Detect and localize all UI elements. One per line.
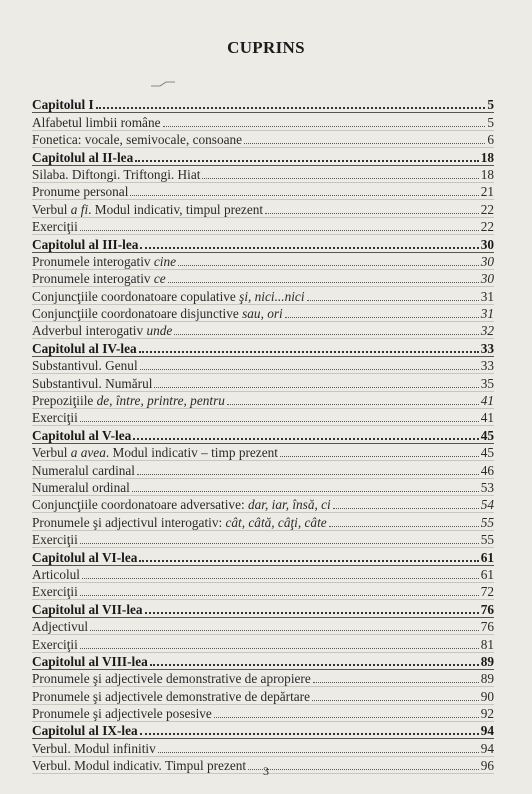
dot-leader	[80, 542, 479, 544]
dot-leader	[280, 455, 479, 457]
toc-entry-text: Pronume personal	[32, 184, 129, 200]
toc-entry-label	[32, 97, 94, 112]
toc-entry-text: Adjectivul	[32, 619, 89, 635]
toc-page-number: 32	[480, 323, 494, 339]
dot-leader	[163, 125, 486, 127]
toc-entry-label	[32, 602, 143, 617]
toc-entry-text: Articolul	[32, 566, 81, 582]
dot-leader	[140, 732, 479, 735]
toc-entry-text: Substantivul. Numărul	[32, 375, 153, 391]
toc-page-number: 76	[480, 601, 494, 617]
toc-entry-text: Pronumele şi adjectivele demonstrative de apropiere	[32, 671, 311, 687]
toc-entry-text: Exerciţii	[32, 584, 78, 600]
toc-page-number: 90	[480, 688, 494, 704]
toc-entry-text: Capitolul I	[32, 97, 94, 113]
toc-page-number: 21	[480, 184, 494, 200]
toc-entry-row	[32, 392, 494, 409]
toc-entry-text: a fi	[70, 201, 89, 217]
toc-entry-label	[32, 376, 152, 391]
toc-entry-label	[32, 184, 128, 199]
toc-entry-row	[32, 618, 494, 635]
toc-entry-text: Pronumele interogativ	[32, 253, 154, 269]
toc-page-number: 45	[480, 445, 494, 461]
toc-entry-text: Fonetica: vocale, semivocale, consoane	[32, 132, 243, 148]
toc-page-number: 31	[480, 306, 494, 322]
toc-entry-text: Numeralul cardinal	[32, 462, 136, 478]
toc-entry-label	[32, 358, 138, 373]
dot-leader	[133, 437, 478, 440]
dot-leader	[139, 350, 479, 353]
toc-chapter-row	[32, 235, 494, 252]
toc-entry-row	[32, 513, 494, 530]
toc-page-number: 35	[480, 375, 494, 391]
toc-chapter-row	[32, 426, 494, 443]
toc-entry-text: Capitolul al VI-lea	[32, 549, 138, 565]
dot-leader	[150, 663, 479, 666]
toc-entry-text: Substantivul. Genul	[32, 358, 138, 374]
dot-leader	[158, 751, 479, 753]
toc-entry-row	[32, 166, 494, 183]
toc-entry-label	[32, 584, 78, 599]
toc-entry-text: ce	[153, 271, 166, 287]
toc-entry-row	[32, 322, 494, 339]
toc-page-number: 46	[480, 462, 494, 478]
toc-entry-row	[32, 531, 494, 548]
toc-entry-label	[32, 637, 78, 652]
dot-leader	[80, 647, 479, 649]
toc-page-number: 45	[480, 427, 494, 443]
toc-page-number: 92	[480, 706, 494, 722]
page-title: CUPRINS	[227, 38, 305, 57]
table-of-contents	[32, 96, 494, 774]
toc-entry-text: Pronumele şi adjectivul interogativ:	[32, 514, 226, 530]
toc-entry-row	[32, 374, 494, 391]
toc-page-number: 81	[480, 636, 494, 652]
dot-leader	[96, 106, 486, 109]
toc-entry-text: Pronumele şi adjectivele demonstrative de depărtare	[32, 688, 311, 704]
toc-chapter-row	[32, 600, 494, 617]
toc-entry-text: Exerciţii	[32, 410, 78, 426]
toc-entry-row	[32, 739, 494, 756]
toc-entry-row	[32, 705, 494, 722]
toc-entry-text: Verbul. Modul indicativ. Timpul prezent	[32, 758, 247, 774]
dot-leader	[135, 159, 478, 162]
toc-entry-label	[32, 463, 135, 478]
toc-entry-label	[32, 532, 78, 547]
toc-page-number: 30	[480, 271, 494, 287]
dot-leader	[307, 299, 479, 301]
toc-entry-label	[32, 271, 166, 286]
toc-entry-row	[32, 583, 494, 600]
toc-entry-text: Prepoziţiile	[32, 393, 97, 409]
toc-entry-text: Capitolul al II-lea	[32, 149, 134, 165]
toc-entry-text: cine	[153, 253, 177, 269]
toc-entry-text: dar, iar, însă, ci	[248, 497, 331, 513]
dot-leader	[80, 594, 479, 596]
toc-page-number: 6	[487, 132, 494, 148]
toc-entry-label	[32, 237, 138, 252]
toc-entry-text: Capitolul al VII-lea	[32, 601, 143, 617]
toc-entry-text: Alfabetul limbii române	[32, 114, 161, 130]
toc-entry-text: şi, nici...nici	[239, 288, 305, 304]
toc-entry-text: Conjuncţiile coordonatoare adversative:	[32, 497, 248, 513]
dot-leader	[140, 246, 478, 249]
toc-page-number: 18	[480, 166, 494, 182]
toc-page-number: 30	[480, 236, 494, 252]
toc-page-number: 53	[480, 479, 494, 495]
toc-entry-row	[32, 270, 494, 287]
toc-entry-text: Pronumele interogativ	[32, 271, 154, 287]
toc-entry-row	[32, 218, 494, 235]
toc-entry-text: Capitolul al VIII-lea	[32, 653, 148, 669]
toc-entry-row	[32, 183, 494, 200]
toc-entry-label	[32, 671, 311, 686]
toc-chapter-row	[32, 653, 494, 670]
dot-leader	[132, 490, 479, 492]
toc-entry-row	[32, 305, 494, 322]
toc-entry-label	[32, 723, 138, 738]
toc-entry-text: Capitolul al IX-lea	[32, 723, 138, 739]
toc-entry-text: Verbul	[32, 201, 71, 217]
toc-entry-label	[32, 428, 131, 443]
toc-entry-label	[32, 341, 137, 356]
toc-page-number: 30	[480, 253, 494, 269]
toc-entry-row	[32, 200, 494, 217]
toc-entry-text: Adverbul interogativ	[32, 323, 147, 339]
toc-page-number: 31	[480, 288, 494, 304]
toc-entry-label	[32, 515, 327, 530]
dot-leader	[312, 699, 479, 701]
toc-page-number: 61	[480, 549, 494, 565]
toc-entry-label	[32, 202, 263, 217]
toc-entry-label	[32, 306, 283, 321]
dot-leader	[130, 194, 478, 196]
toc-entry-row	[32, 461, 494, 478]
toc-page-number: 41	[480, 393, 494, 409]
dot-leader	[139, 559, 478, 562]
dot-leader	[227, 403, 479, 405]
toc-page-number: 5	[487, 114, 494, 130]
toc-page-number: 55	[480, 514, 494, 530]
toc-page-number: 94	[480, 740, 494, 756]
dot-leader	[214, 716, 479, 718]
toc-chapter-row	[32, 148, 494, 165]
dot-leader	[313, 681, 479, 683]
toc-entry-label	[32, 323, 172, 338]
toc-entry-text: Exerciţii	[32, 219, 78, 235]
toc-page-number: 41	[480, 410, 494, 426]
toc-page-number: 89	[480, 671, 494, 687]
toc-entry-row	[32, 479, 494, 496]
toc-entry-label	[32, 619, 88, 634]
page-number: 3	[263, 764, 269, 778]
toc-entry-label	[32, 480, 130, 495]
toc-entry-text: . Modul indicativ – timp prezent	[105, 445, 278, 461]
dot-leader	[137, 473, 479, 475]
toc-entry-text: sau, ori	[242, 306, 283, 322]
dot-leader	[80, 420, 479, 422]
toc-page-number: 54	[480, 497, 494, 513]
toc-entry-text: Capitolul al III-lea	[32, 236, 139, 252]
toc-entry-label	[32, 741, 156, 756]
dot-leader	[202, 177, 478, 179]
toc-page-number: 61	[480, 566, 494, 582]
toc-page-number: 76	[480, 619, 494, 635]
toc-entry-text: Numeralul ordinal	[32, 479, 130, 495]
toc-page-number: 94	[480, 723, 494, 739]
toc-entry-label	[32, 689, 310, 704]
toc-entry-row	[32, 444, 494, 461]
dot-leader	[140, 368, 479, 370]
dot-leader	[145, 611, 479, 614]
dot-leader	[90, 629, 479, 631]
toc-entry-label	[32, 150, 133, 165]
toc-entry-label	[32, 254, 176, 269]
toc-entry-text: Capitolul al V-lea	[32, 427, 132, 443]
toc-entry-label	[32, 289, 305, 304]
toc-entry-label	[32, 115, 161, 130]
toc-entry-row	[32, 687, 494, 704]
toc-entry-row	[32, 496, 494, 513]
toc-entry-text: Verbul. Modul infinitiv	[32, 740, 156, 756]
dot-leader	[80, 229, 479, 231]
toc-entry-row	[32, 113, 494, 130]
toc-entry-text: Verbul	[32, 445, 71, 461]
toc-entry-row	[32, 635, 494, 652]
toc-entry-label	[32, 167, 200, 182]
toc-chapter-row	[32, 96, 494, 113]
toc-page-number: 55	[480, 532, 494, 548]
toc-entry-label	[32, 219, 78, 234]
toc-page-number: 89	[480, 653, 494, 669]
dot-leader	[168, 281, 479, 283]
toc-page-number: 33	[480, 340, 494, 356]
dot-leader	[154, 386, 478, 388]
dot-leader	[265, 212, 479, 214]
toc-entry-row	[32, 409, 494, 426]
toc-entry-text: Exerciţii	[32, 636, 78, 652]
toc-chapter-row	[32, 548, 494, 565]
toc-page-number: 18	[480, 149, 494, 165]
toc-page-number: 96	[480, 758, 494, 774]
toc-entry-row	[32, 287, 494, 304]
toc-entry-label	[32, 393, 225, 408]
toc-entry-text: unde	[146, 323, 173, 339]
dot-leader	[174, 333, 478, 335]
toc-page-number: 22	[480, 201, 494, 217]
toc-page-number: 22	[480, 219, 494, 235]
dot-leader	[285, 316, 479, 318]
toc-entry-text: Capitolul al IV-lea	[32, 340, 137, 356]
toc-entry-label	[32, 445, 278, 460]
dot-leader	[178, 264, 479, 266]
toc-page-number: 5	[487, 97, 494, 113]
toc-entry-label	[32, 550, 137, 565]
dot-leader	[329, 525, 479, 527]
toc-entry-text: . Modul indicativ, timpul prezent	[88, 201, 264, 217]
toc-entry-row	[32, 670, 494, 687]
toc-chapter-row	[32, 722, 494, 739]
toc-page-number: 72	[480, 584, 494, 600]
toc-entry-text: a avea	[70, 445, 106, 461]
toc-entry-row	[32, 131, 494, 148]
toc-entry-label	[32, 706, 212, 721]
dot-leader	[244, 142, 485, 144]
toc-page-number: 33	[480, 358, 494, 374]
toc-entry-text: Silaba. Diftongi. Triftongi. Hiat	[32, 166, 201, 182]
toc-entry-row	[32, 566, 494, 583]
toc-entry-text: de, între, printre, pentru	[96, 393, 225, 409]
toc-entry-text: cât, câtă, câţi, câte	[225, 514, 327, 530]
toc-entry-row	[32, 357, 494, 374]
toc-entry-label	[32, 410, 78, 425]
toc-entry-text: Conjuncţiile coordonatoare disjunctive	[32, 306, 243, 322]
dot-leader	[333, 507, 479, 509]
toc-entry-label	[32, 654, 148, 669]
toc-entry-text: Exerciţii	[32, 532, 78, 548]
toc-entry-row	[32, 253, 494, 270]
toc-entry-label	[32, 132, 242, 147]
dot-leader	[82, 577, 479, 579]
toc-entry-text: Pronumele şi adjectivele posesive	[32, 706, 212, 722]
toc-entry-label	[32, 567, 80, 582]
toc-chapter-row	[32, 339, 494, 356]
toc-entry-label	[32, 497, 331, 512]
toc-entry-text: Conjuncţiile coordonatoare copulative	[32, 288, 240, 304]
pen-mark-icon	[150, 80, 176, 88]
